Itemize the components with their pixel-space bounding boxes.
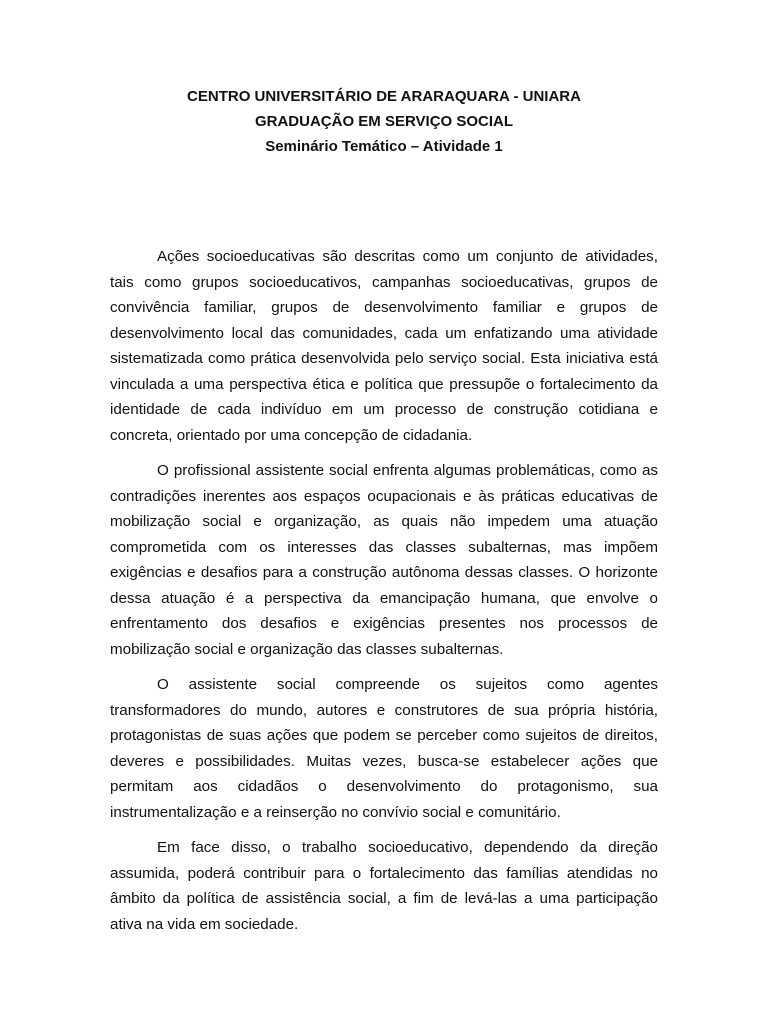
document-header (0, 84, 768, 159)
paragraph-2: O profissional assistente social enfrenta algumas problemáticas, como as contradições inerentes aos espaços ocupacionais e às práticas educativas de mobilização social e organização, as quais não impedem uma atuação comprometida com os interesses das classes subalternas, mas impõem exigências e desafios para a construção autônoma dessas classes. O horizonte dessa atuação é a perspectiva da emancipação humana, que envolve o enfrentamento dos desafios e exigências presentes nos processos de mobilização social e organização das classes subalternas. (110, 462, 658, 658)
institution-title: CENTRO UNIVERSITÁRIO DE ARARAQUARA - UNIARA (187, 88, 581, 105)
activity-subtitle: Seminário Temático – Atividade 1 (265, 138, 503, 155)
paragraph-1: Ações socioeducativas são descritas como um conjunto de atividades, tais como grupos socioeducativos, campanhas socioeducativas, grupos de convivência familiar, grupos de desenvolvimento familiar e grupos de desenvolvimento local das comunidades, cada um enfatizando uma atividade sistematizada como prática desenvolvida pelo serviço social. Esta iniciativa está vinculada a uma perspectiva ética e política que pressupõe o fortalecimento da identidade de cada indivíduo em um processo de construção cotidiana e concreta, orientado por uma concepção de cidadania. (110, 248, 658, 444)
paragraph-3: O assistente social compreende os sujeitos como agentes transformadores do mundo, autores e construtores de sua própria história, protagonistas de suas ações que podem se perceber como sujeitos de direitos, deveres e possibilidades. Muitas vezes, busca-se estabelecer ações que permitam aos cidadãos o desenvolvimento do protagonismo, sua instrumentalização e a reinserção no convívio social e comunitário. (110, 676, 658, 821)
course-title: GRADUAÇÃO EM SERVIÇO SOCIAL (254, 113, 514, 130)
paragraph-4: Em face disso, o trabalho socioeducativo, dependendo da direção assumida, poderá contribuir para o fortalecimento das famílias atendidas no âmbito da política de assistência social, a fim de levá-las a uma participação ativa na vida em sociedade. (110, 839, 658, 933)
document-body (110, 244, 658, 947)
